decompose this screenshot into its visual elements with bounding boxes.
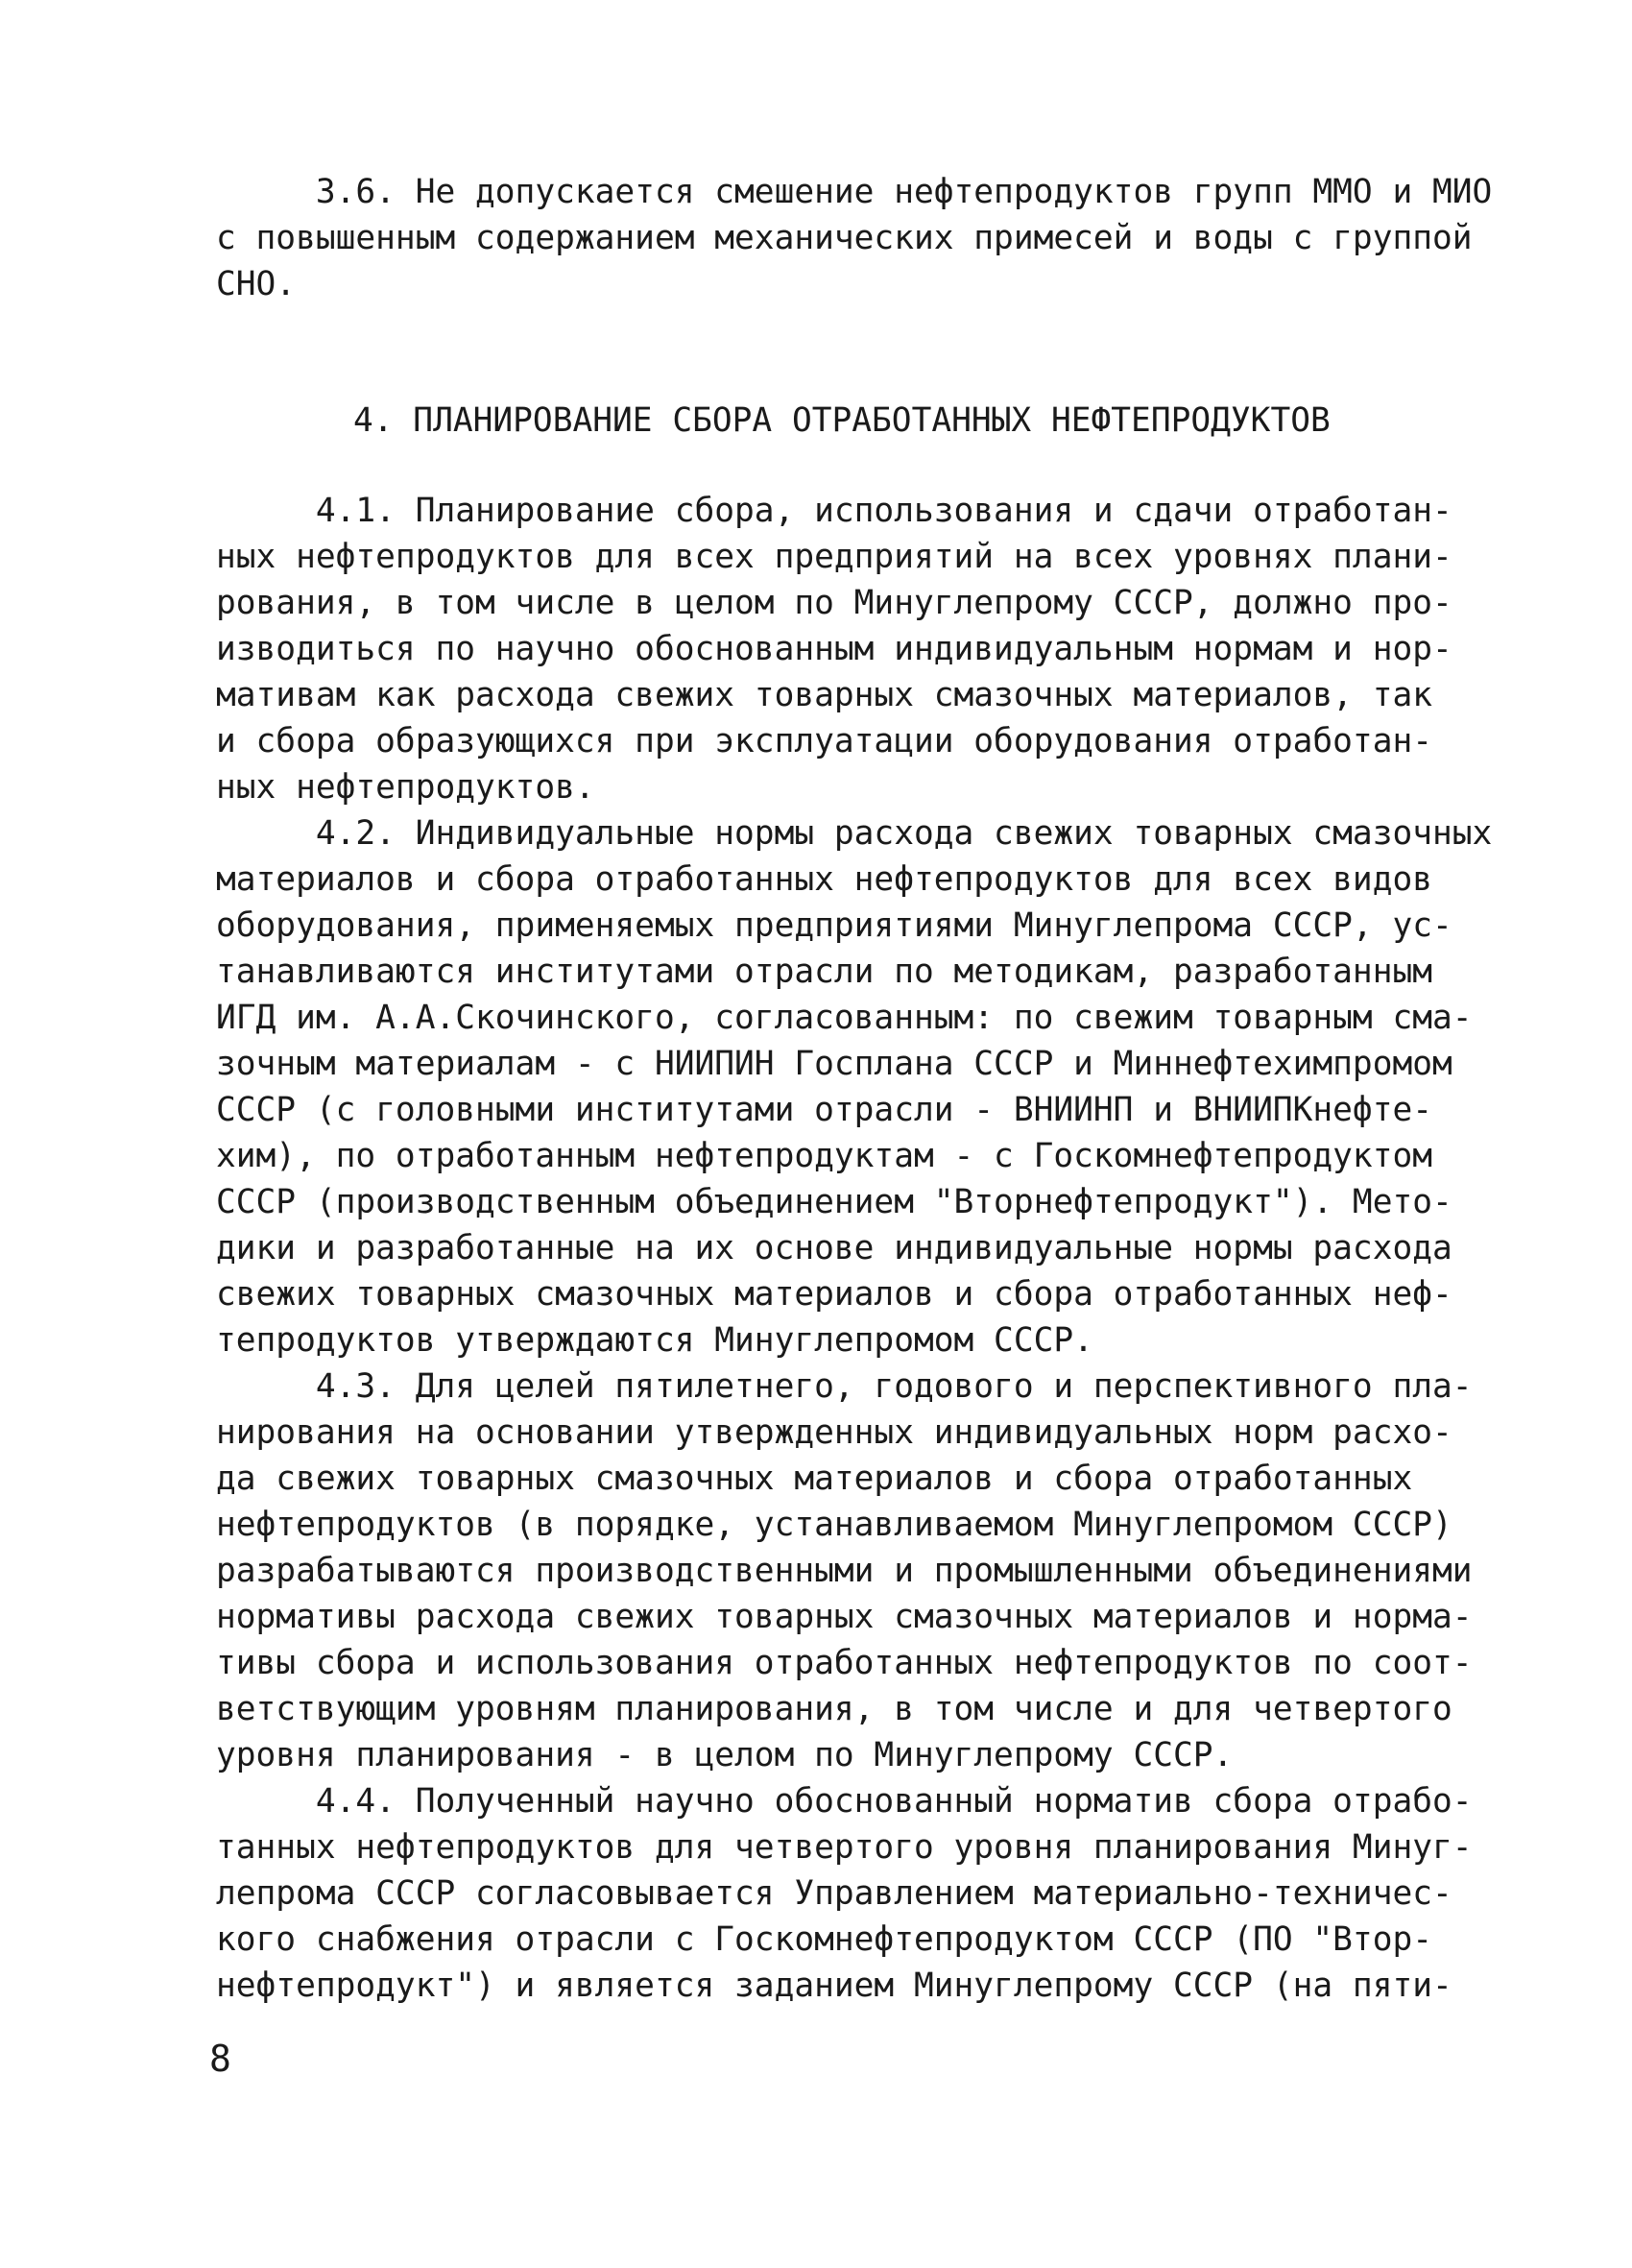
paragraph-line: зочным материалам - с НИИПИН Госплана СССР и Миннефтехимпромом [216, 1045, 1452, 1083]
page-number: 8 [209, 2038, 231, 2080]
paragraph-line: СНО. [216, 265, 297, 303]
paragraph-line: рования, в том числе в целом по Минуглепрому СССР, должно про- [216, 584, 1452, 622]
paragraph-line: уровня планирования - в целом по Минуглепрому СССР. [216, 1736, 1234, 1774]
paragraph-line: ИГД им. А.А.Скочинского, согласованным: по свежим товарным сма- [216, 999, 1473, 1037]
paragraph-line: материалов и сбора отработанных нефтепродуктов для всех видов [216, 860, 1433, 899]
paragraph-line: танных нефтепродуктов для четвертого уровня планирования Минуг- [216, 1828, 1473, 1867]
paragraph-line: кого снабжения отрасли с Госкомнефтепродуктом СССР (ПО "Втор- [216, 1920, 1433, 1959]
paragraph-line: СССР (производственным объединением "Вторнефтепродукт"). Мето- [216, 1183, 1452, 1221]
paragraph-line: и сбора образующихся при эксплуатации оборудования отработан- [216, 722, 1433, 760]
paragraph-line: мативам как расхода свежих товарных смазочных материалов, так [216, 676, 1433, 714]
paragraph-line: тивы сбора и использования отработанных нефтепродуктов по соот- [216, 1644, 1473, 1682]
paragraph-line: СССР (с головными институтами отрасли - ВНИИНП и ВНИИПКнефте- [216, 1091, 1433, 1129]
paragraph-line: разрабатываются производственными и промышленными объединениями [216, 1552, 1473, 1590]
paragraph-line: нефтепродуктов (в порядке, устанавливаемом Минуглепромом СССР) [216, 1506, 1452, 1544]
paragraph-line: тепродуктов утверждаются Минуглепромом СССР. [216, 1321, 1093, 1360]
paragraph-line: 4.2. Индивидуальные нормы расхода свежих товарных смазочных [216, 814, 1493, 853]
paragraph-line: нефтепродукт") и является заданием Минуглепрому СССР (на пяти- [216, 1966, 1452, 2005]
paragraph-line: оборудования, применяемых предприятиями Минуглепрома СССР, ус- [216, 906, 1452, 945]
paragraph-line: хим), по отработанным нефтепродуктам - с Госкомнефтепродуктом [216, 1137, 1433, 1175]
paragraph-line: ных нефтепродуктов для всех предприятий на всех уровнях плани- [216, 538, 1452, 576]
paragraph-line: дики и разработанные на их основе индивидуальные нормы расхода [216, 1229, 1452, 1267]
paragraph-line: ветствующим уровням планирования, в том числе и для четвертого [216, 1690, 1452, 1728]
paragraph-line: ных нефтепродуктов. [216, 768, 595, 807]
paragraph-line: 4.1. Планирование сбора, использования и сдачи отработан- [216, 492, 1452, 530]
paragraph-line: свежих товарных смазочных материалов и сбора отработанных неф- [216, 1275, 1452, 1314]
paragraph-line: 4.3. Для целей пятилетнего, годового и перспективного пла- [216, 1367, 1473, 1406]
paragraph-line: с повышенным содержанием механических примесей и воды с группой [216, 219, 1473, 257]
paragraph-line: лепрома СССР согласовывается Управлением материально-техничес- [216, 1874, 1452, 1913]
paragraph-line: нормативы расхода свежих товарных смазочных материалов и норма- [216, 1598, 1473, 1636]
paragraph-line: изводиться по научно обоснованным индивидуальным нормам и нор- [216, 630, 1452, 668]
paragraph-line: танавливаются институтами отрасли по методикам, разработанным [216, 953, 1433, 991]
paragraph-line: да свежих товарных смазочных материалов и сбора отработанных [216, 1460, 1413, 1498]
paragraph-line: 4.4. Полученный научно обоснованный норматив сбора отрабо- [216, 1782, 1473, 1821]
paragraph-line: 3.6. Не допускается смешение нефтепродуктов групп ММО и МИО [216, 173, 1493, 211]
section-heading: 4. ПЛАНИРОВАНИЕ СБОРА ОТРАБОТАННЫХ НЕФТЕПРОДУКТОВ [353, 401, 1331, 440]
paragraph-line: нирования на основании утвержденных индивидуальных норм расхо- [216, 1413, 1452, 1452]
